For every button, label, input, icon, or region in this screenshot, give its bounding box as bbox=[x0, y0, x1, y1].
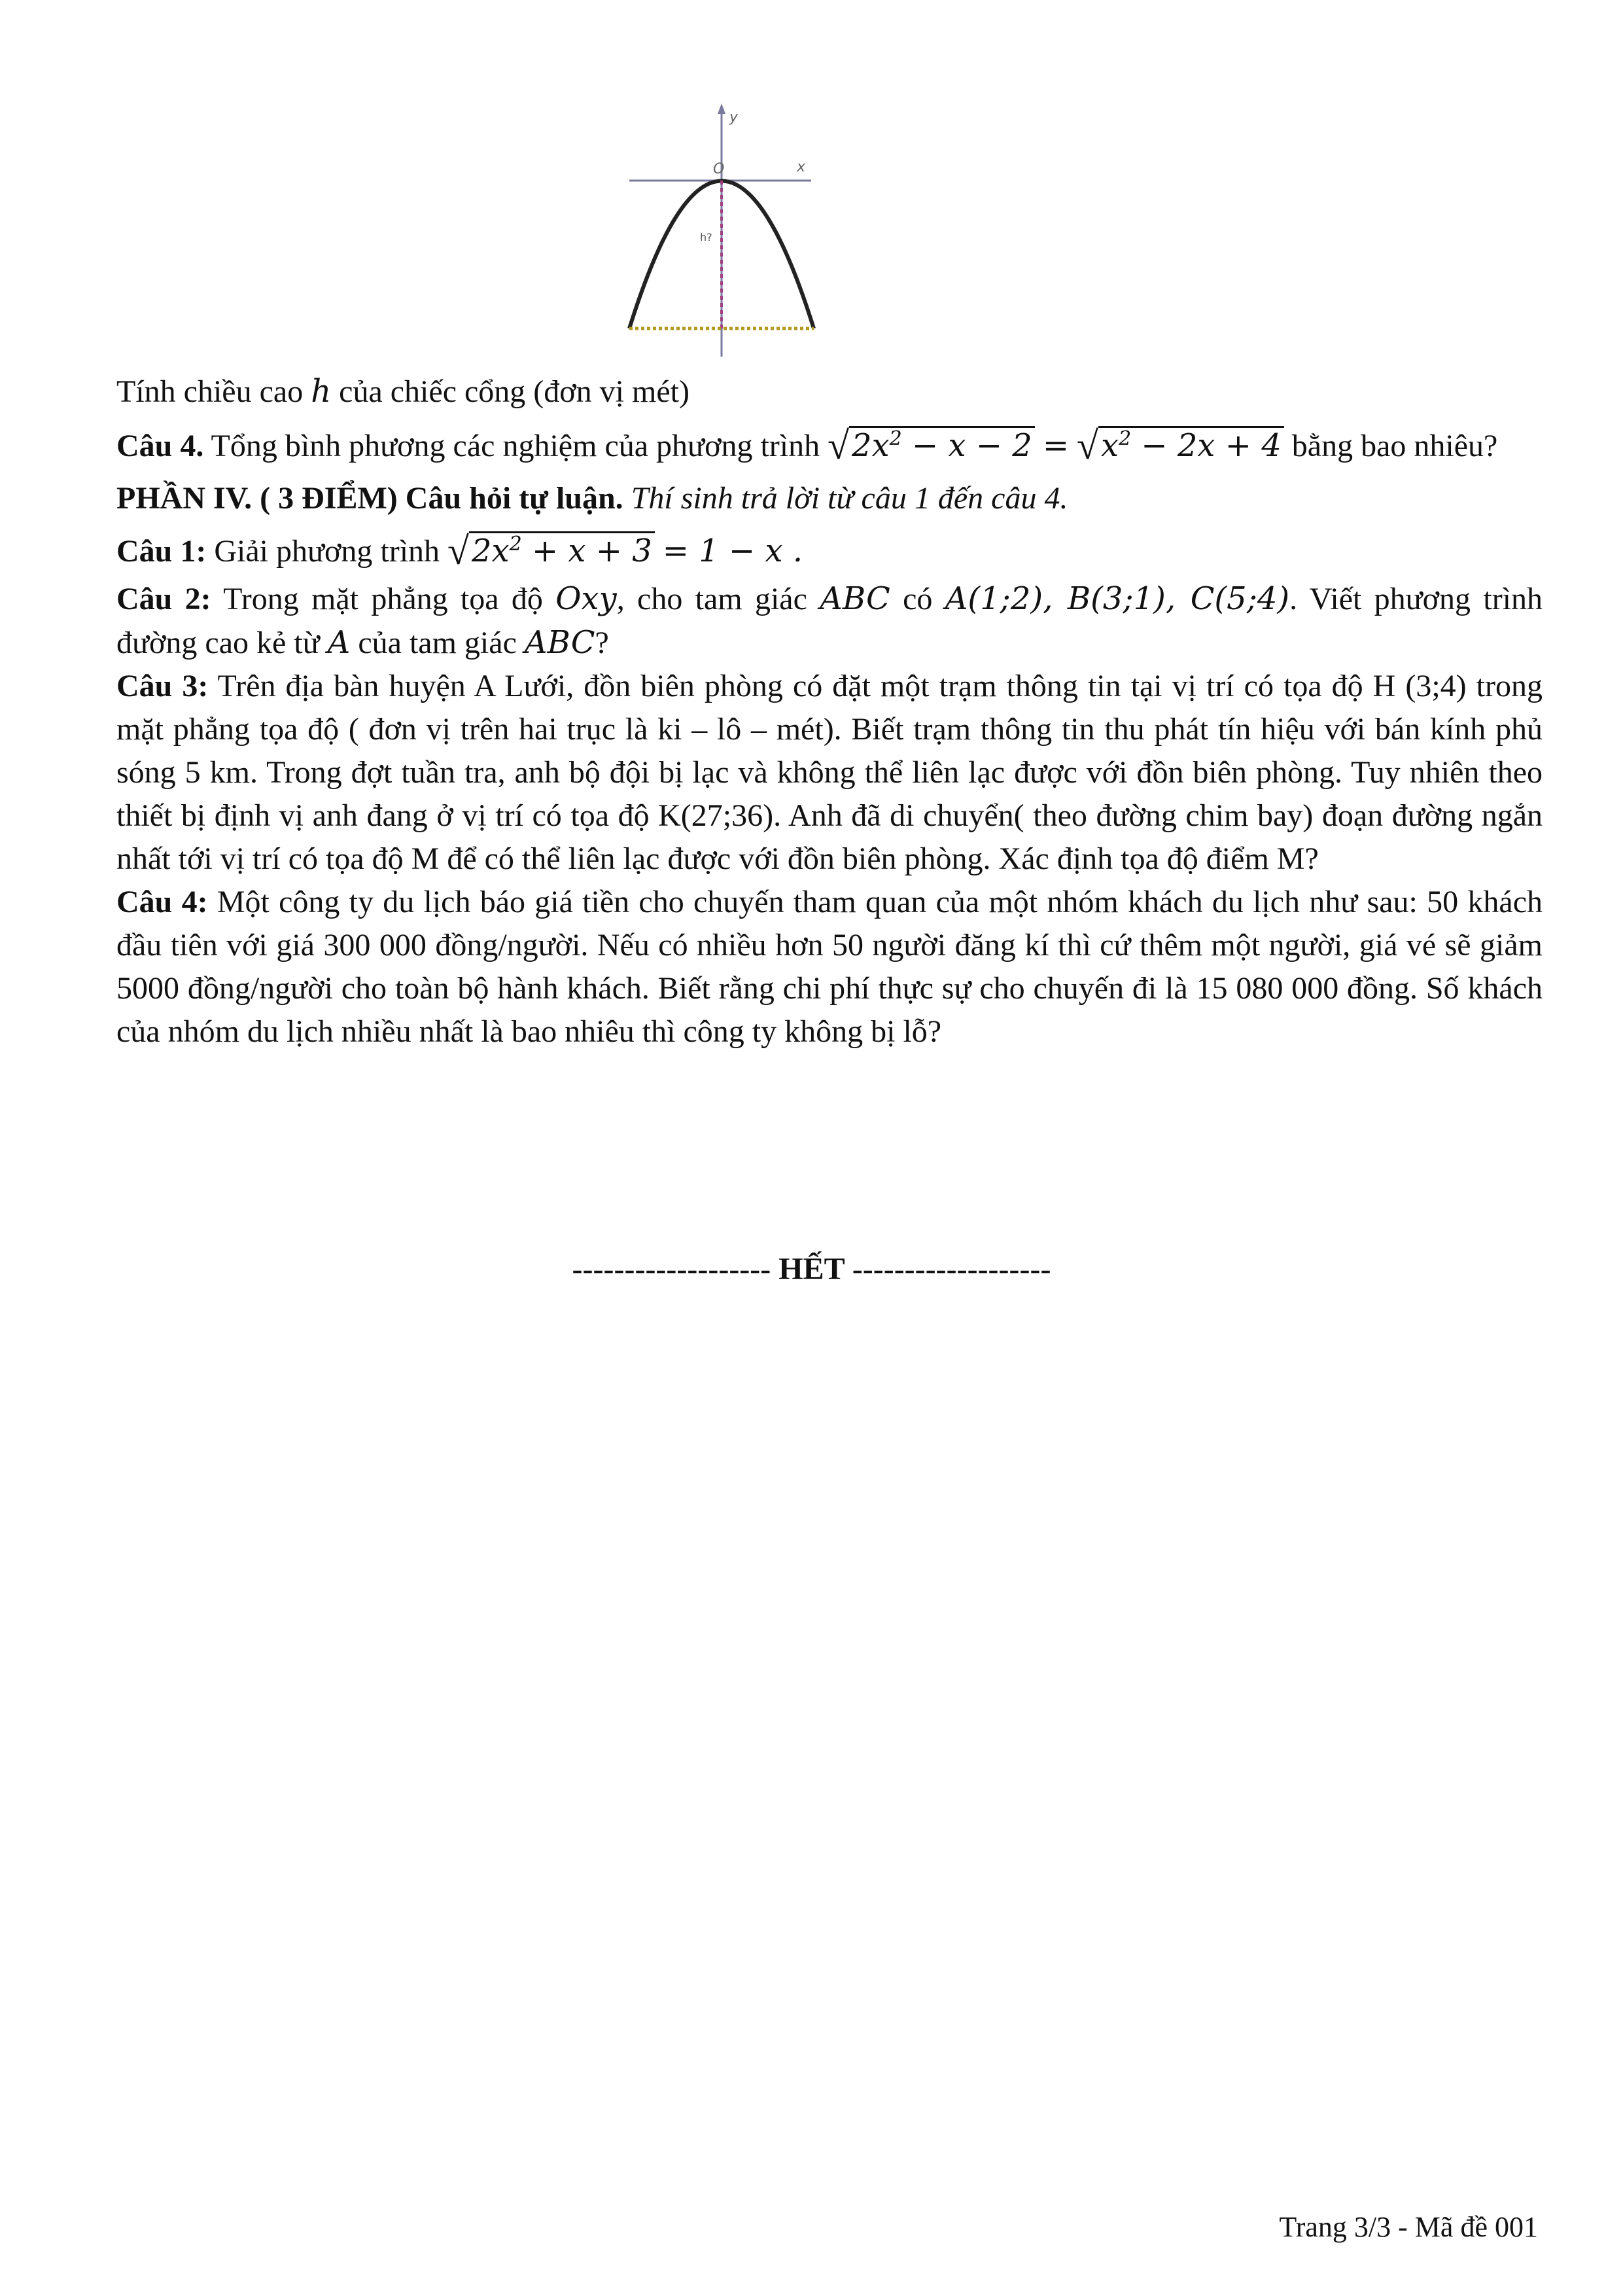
essay-question-3: Câu 3: Trên địa bàn huyện A Lưới, đồn biên phòng có đặt một trạm thông tin tại vị trí có tọa độ H (3;4) trong mặt phẳng tọa độ ( đơn vị trên hai trục là ki – lô – mét). Biết trạm thông tin thu phát tín hiệu với bán kính phủ sóng 5 km. Trong đợt tuần tra, anh bộ đội bị lạc và không thể liên lạc được với đồn biên phòng. Tuy nhiên theo thiết bị định vị anh đang ở vị trí có tọa độ K(27;36). Anh đã di chuyển( theo đường chim bay) đoạn đường ngắn nhất tới vị trí có tọa độ M để có thể liên lạc được với đồn biên phòng. Xác định tọa độ điểm M? bbox=[116, 669, 1543, 876]
e1-radicand: $2x^2 + x + 3$ bbox=[469, 531, 655, 569]
parabola-gate-figure bbox=[615, 98, 877, 360]
origin-label: O bbox=[713, 161, 725, 177]
figure-question-line: Tính chiều cao h của chiếc cổng (đơn vị mét) bbox=[116, 373, 689, 410]
y-axis-arrow-icon bbox=[718, 103, 725, 114]
exam-content bbox=[116, 370, 1543, 1053]
page-footer: Trang 3/3 - Mã đề 001 bbox=[1279, 2211, 1538, 2243]
x-axis-label: x bbox=[797, 159, 806, 175]
q4-radicand-left: $2x^2 - x - 2$ bbox=[849, 426, 1035, 463]
q4-radicand-right: $x^2 - 2x + 4$ bbox=[1098, 426, 1284, 463]
question-4-label: Câu 4. bbox=[116, 429, 204, 463]
essay-question-1: Câu 1: Giải phương trình $√2x^2 + x + 3 = 1 - x$ . bbox=[116, 529, 803, 573]
y-axis-label: y bbox=[729, 109, 739, 126]
essay-question-4: Câu 4: Một công ty du lịch báo giá tiền cho chuyến tham quan của một nhóm khách du lịch như sau: 50 khách đầu tiên với giá 300 000 đồng/người. Nếu có nhiều hơn 50 người đăng kí thì cứ thêm một người, giá vé sẽ giảm 5000 đồng/người cho toàn bộ hành khách. Biết rằng chi phí thực sự cho chuyến đi là 15 080 000 đồng. Số khách của nhóm du lịch nhiều nhất là bao nhiêu thì công ty không bị lỗ? bbox=[116, 885, 1543, 1049]
end-marker: ------------------- HẾT ------------------- bbox=[572, 1252, 1051, 1286]
part-4-heading: PHẦN IV. ( 3 ĐIỂM) Câu hỏi tự luận. Thí sinh trả lời từ câu 1 đến câu 4. bbox=[116, 481, 1068, 516]
essay-question-2: Câu 2: Trong mặt phẳng tọa độ Oxy, cho tam giác ABC có A(1;2), B(3;1), C(5;4). Viết phương trình đường cao kẻ từ A của tam giác ABC? bbox=[116, 580, 1543, 661]
height-label: h? bbox=[700, 231, 712, 243]
question-4: Câu 4. Tổng bình phương các nghiệm của phương trình $√2x^2 - x - 2 = √x^2 - 2x + 4$ bằng bao nhiêu? bbox=[116, 424, 1498, 467]
